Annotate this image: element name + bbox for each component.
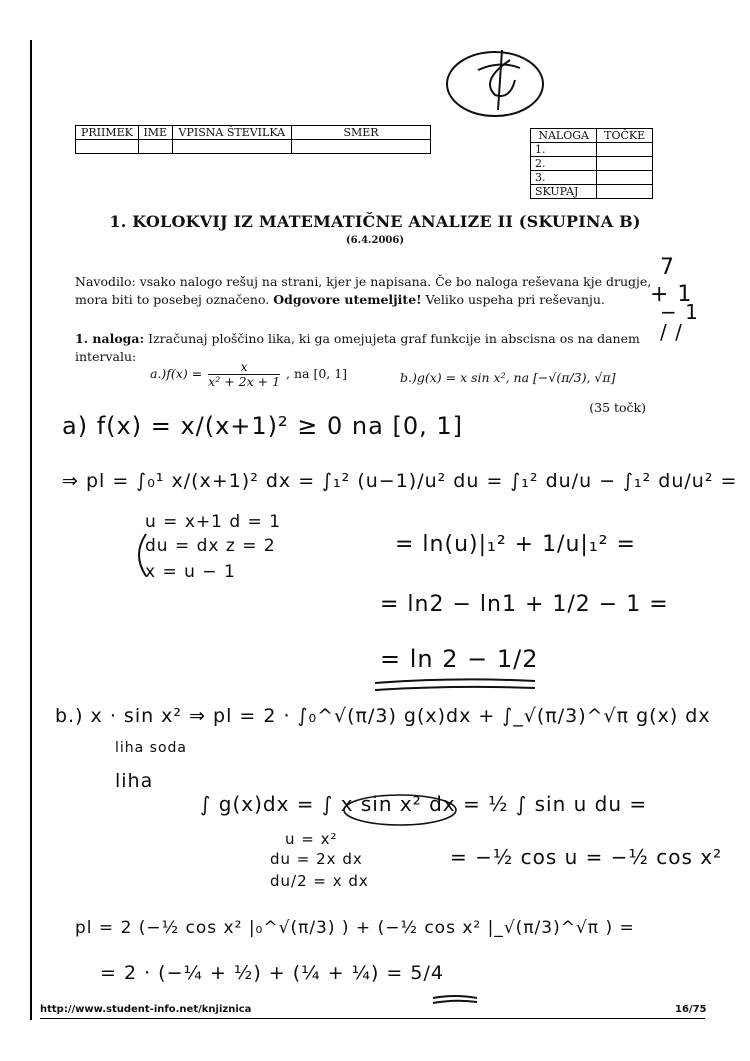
grader-signature-icon — [440, 40, 550, 120]
score-cell[interactable] — [597, 143, 653, 157]
hw-b-line: u = x² — [285, 830, 338, 848]
hw-a-line: ⇒ pl = ∫₀¹ x/(x+1)² dx = ∫₁² (u−1)/u² du = ∫₁² du/u − ∫₁² du/u² = — [62, 470, 738, 492]
underline-icon — [370, 675, 540, 695]
margin-note: − 1 — [660, 300, 699, 324]
page-left-edge — [30, 40, 32, 1020]
hw-b-line: b.) x · sin x² ⇒ pl = 2 · ∫₀^√(π/3) g(x)dx + ∫_√(π/3)^√π g(x) dx — [55, 705, 711, 727]
score-row-label: 1. — [531, 143, 597, 157]
score-col-tocke: TOČKE — [597, 129, 653, 143]
hw-a-line: = ln2 − ln1 + 1/2 − 1 = — [380, 592, 669, 617]
score-table — [530, 128, 653, 199]
footer-url[interactable]: http://www.student-info.net/knjiznica — [40, 1004, 252, 1015]
formula-a-denominator: x² + 2x + 1 — [208, 374, 281, 389]
task-text: Izračunaj ploščino lika, ki ga omejujeta graf funkcije in abscisna os na danem intervalu: — [75, 331, 640, 364]
hw-a-line: du = dx z = 2 — [145, 536, 276, 556]
formula-a-interval: , na [0, 1] — [286, 366, 348, 381]
field-smer[interactable] — [292, 140, 431, 154]
footer-rule — [40, 1018, 705, 1019]
formula-a — [150, 360, 347, 389]
score-cell[interactable] — [597, 157, 653, 171]
col-ime: IME — [138, 126, 172, 140]
hw-b-result: = 2 · (−¼ + ½) + (¼ + ¼) = 5/4 — [100, 962, 444, 984]
margin-note: 7 — [660, 255, 675, 280]
score-col-naloga: NALOGA — [531, 129, 597, 143]
score-row-label: 2. — [531, 157, 597, 171]
circle-mark-icon — [340, 792, 460, 828]
hw-b-line: ∫ g(x)dx = ∫ x sin x² dx = ½ ∫ sin u du = — [200, 792, 648, 816]
hw-a-line: u = x+1 d = 1 — [145, 512, 282, 532]
score-row-label: 3. — [531, 171, 597, 185]
score-row-label: SKUPAJ — [531, 185, 597, 199]
document-title: 1. KOLOKVIJ IZ MATEMATIČNE ANALIZE II (SKUPINA B) — [109, 212, 641, 231]
hw-a-line: x = u − 1 — [145, 562, 236, 582]
hw-b-line: liha — [115, 770, 154, 792]
col-priimek: PRIIMEK — [76, 126, 139, 140]
score-cell[interactable] — [597, 185, 653, 199]
instructions-label: Navodilo: — [75, 274, 136, 289]
points-label: (35 točk) — [589, 400, 646, 415]
margin-note: / / — [660, 320, 683, 344]
document-date: (6.4.2006) — [345, 235, 405, 246]
field-priimek[interactable] — [76, 140, 139, 154]
hw-b-line: du = 2x dx — [270, 850, 363, 868]
col-vpisna: VPISNA ŠTEVILKA — [172, 126, 291, 140]
hw-b-line: = −½ cos u = −½ cos x² — [450, 845, 723, 869]
substitution-bracket-icon — [130, 530, 150, 580]
underline-icon — [430, 990, 480, 1006]
hw-a-result: = ln 2 − 1/2 — [380, 645, 539, 673]
hw-b-line: du/2 = x dx — [270, 872, 369, 890]
instructions-text: vsako nalogo rešuj na strani, kjer je napisana. Če bo naloga reševana kje drugje, mora biti to posebej označeno. — [75, 274, 652, 307]
col-smer: SMER — [292, 126, 431, 140]
field-vpisna[interactable] — [172, 140, 291, 154]
hw-b-line: liha soda — [115, 740, 188, 756]
instructions — [75, 273, 665, 309]
formula-b: b.)g(x) = x sin x², na [−√(π/3), √π] — [400, 370, 616, 385]
score-cell[interactable] — [597, 171, 653, 185]
instructions-bold: Odgovore utemeljite! — [273, 292, 422, 307]
page-number: 16/75 — [675, 1004, 707, 1015]
hw-b-line: pl = 2 (−½ cos x² |₀^√(π/3) ) + (−½ cos x² |_√(π/3)^√π ) = — [75, 918, 635, 938]
margin-note: + 1 — [650, 282, 693, 307]
formula-a-prefix: a.)f(x) = — [150, 366, 203, 381]
task-label: 1. naloga: — [75, 331, 145, 346]
field-ime[interactable] — [138, 140, 172, 154]
formula-a-fraction — [208, 360, 280, 389]
hw-a-line: a) f(x) = x/(x+1)² ≥ 0 na [0, 1] — [62, 412, 463, 440]
instructions-end: Veliko uspeha pri reševanju. — [425, 292, 605, 307]
formula-a-numerator: x — [208, 360, 280, 375]
hw-a-line: = ln(u)|₁² + 1/u|₁² = — [395, 532, 636, 557]
student-info-table — [75, 125, 431, 154]
